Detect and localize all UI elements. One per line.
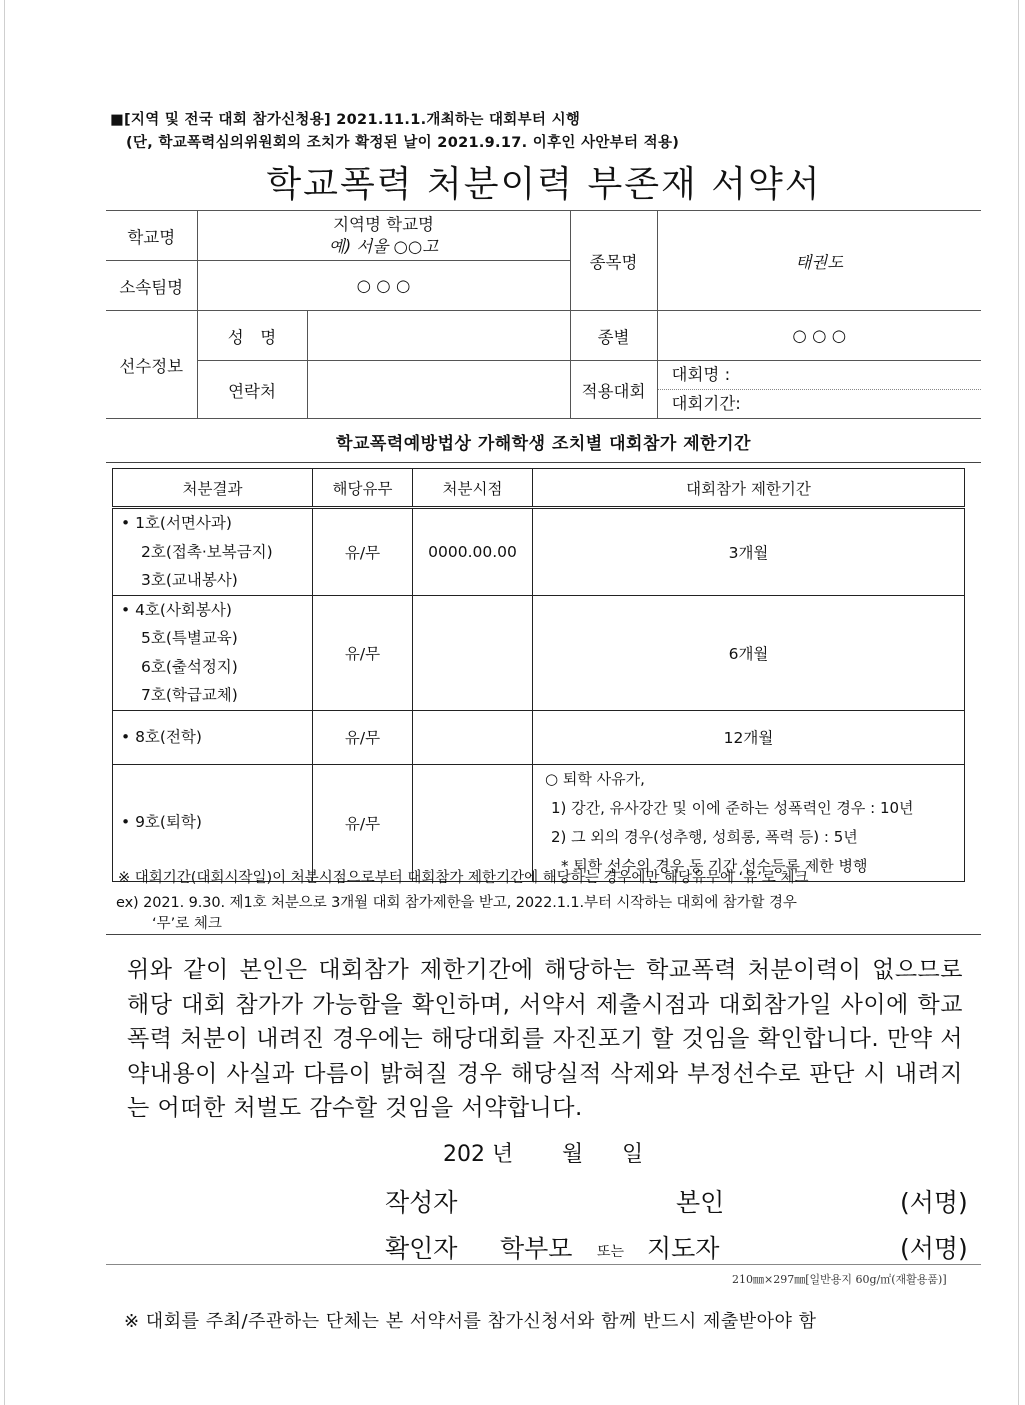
page-edge-left <box>4 0 5 1405</box>
player-info-table <box>106 210 981 419</box>
disposition-date[interactable] <box>413 595 533 710</box>
restriction-period: 12개월 <box>533 710 965 764</box>
date-month[interactable]: 월 <box>562 1142 584 1167</box>
name-label: 성 명 <box>197 311 307 361</box>
coach-label: 지도자 <box>647 1234 720 1263</box>
notice-line-2: (단, 학교폭력심의위원회의 조치가 확정된 날이 2021.9.17. 이후인 사안부터 적용) <box>126 135 680 151</box>
team-value[interactable]: ○ ○ ○ <box>197 261 570 311</box>
disposition-table <box>112 468 965 882</box>
disposition-item: • 4호(사회봉사) <box>121 600 232 619</box>
check-note: ※ 대회기간(대회시작일)이 처분시점으로부터 대회참가 제한기간에 해당하는 경우에만 해당유무에 ‘유’로 체크 <box>118 870 809 886</box>
disposition-date[interactable] <box>413 764 533 881</box>
disposition-items <box>113 764 313 881</box>
disposition-item: • 8호(전학) <box>121 727 202 746</box>
or-label: 또는 <box>597 1244 625 1260</box>
date-day[interactable]: 일 <box>622 1142 644 1167</box>
applicable-check[interactable]: 유/무 <box>313 508 413 596</box>
restriction-subtitle: 학교폭력예방법상 가해학생 조치별 대회참가 제한기간 <box>336 434 751 454</box>
example-note-line1: ex) 2021. 9.30. 제1호 처분으로 3개월 대회 참가제한을 받고, 2022.1.1.부터 시작하는 대회에 참가할 경우 <box>116 895 797 911</box>
school-hint: 지역명 학교명 <box>333 214 434 234</box>
confirmer-signature[interactable]: (서명) <box>900 1234 968 1263</box>
disposition-item: 3호(교내봉사) <box>141 571 238 589</box>
competition-period-field[interactable]: 대회기간: <box>671 394 741 413</box>
disposition-items <box>113 595 313 710</box>
category-value[interactable]: ○ ○ ○ <box>657 311 981 361</box>
name-field[interactable] <box>307 311 570 361</box>
applicable-check[interactable]: 유/무 <box>313 710 413 764</box>
parent-label: 학부모 <box>500 1234 573 1263</box>
disposition-item: • 9호(퇴학) <box>121 813 202 832</box>
expulsion-line: 1) 강간, 유사강간 및 이에 준하는 성폭력인 경우 : 10년 <box>551 798 914 817</box>
table-row <box>113 508 965 596</box>
disposition-item: 7호(학급교체) <box>141 686 238 704</box>
document-title: 학교폭력 처분이력 부존재 서약서 <box>266 164 822 205</box>
applicable-check[interactable]: 유/무 <box>313 595 413 710</box>
applicable-check[interactable]: 유/무 <box>313 764 413 881</box>
competition-name-field[interactable]: 대회명 : <box>658 361 982 390</box>
subtitle-divider <box>106 462 981 463</box>
team-label: 소속팀명 <box>106 261 197 311</box>
table-row <box>113 595 965 710</box>
contact-field[interactable] <box>307 361 570 419</box>
disposition-item: 6호(출석정지) <box>141 657 238 676</box>
expulsion-line: 2) 그 외의 경우(성추행, 성희롱, 폭력 등) : 5년 <box>551 827 858 846</box>
pledge-text: 위와 같이 본인은 대회참가 제한기간에 해당하는 학교폭력 처분이력이 없으므로 해당 대회 참가가 가능함을 확인하며, 서약서 제출시점과 대회참가일 사이에 학교폭력 처분이 내려진 경우에는 해당대회를 자진포기 할 것임을 확인합니다. 만약 서약내용이 사실과 다름이 밝혀질 경우 해당실적 삭제와 부정선수로 판단 시 내려지는 어떠한 처벌도 감수할 것임을 서약합니다. <box>127 957 963 1121</box>
event-value[interactable]: 태권도 <box>657 211 981 311</box>
column-header: 처분시점 <box>413 469 533 508</box>
writer-label: 작성자 <box>385 1188 458 1217</box>
expulsion-line: ○ 퇴학 사유가, <box>545 769 645 788</box>
restriction-period: 3개월 <box>533 508 965 596</box>
date-year[interactable]: 202 년 <box>443 1142 514 1167</box>
confirmer-label: 확인자 <box>385 1234 458 1263</box>
expulsion-line: * 퇴학 선수의 경우 동 기간 선수등록 제한 병행 <box>561 856 868 875</box>
disposition-items <box>113 710 313 764</box>
disposition-items <box>113 508 313 596</box>
table-header-row <box>113 469 965 508</box>
footer-divider <box>106 1264 981 1265</box>
table-row <box>113 764 965 881</box>
writer-signature[interactable]: (서명) <box>900 1188 968 1217</box>
disposition-date[interactable] <box>413 710 533 764</box>
expulsion-period-detail <box>533 764 965 881</box>
submission-footnote: ※ 대회를 주최/주관하는 단체는 본 서약서를 참가신청서와 함께 반드시 제출받아야 함 <box>124 1311 817 1332</box>
contact-label: 연락처 <box>197 361 307 419</box>
applied-competition-label: 적용대회 <box>570 361 657 419</box>
event-label: 종목명 <box>570 211 657 311</box>
page-edge-right <box>1018 0 1019 1405</box>
disposition-item: 5호(특별교육) <box>141 629 238 647</box>
column-header: 대회참가 제한기간 <box>533 469 965 508</box>
player-info-label: 선수정보 <box>106 311 197 419</box>
notes-divider <box>106 934 981 935</box>
notice-line-1: ■[지역 및 전국 대회 참가신청용] 2021.11.1.개최하는 대회부터 시행 <box>110 112 581 128</box>
example-note-line2: ‘무’로 체크 <box>152 916 222 932</box>
school-example: 예) 서울 ○○고 <box>328 236 439 256</box>
paper-spec: 210㎜×297㎜[일반용지 60g/㎡(재활용품)] <box>732 1273 947 1286</box>
writer-value: 본인 <box>676 1188 725 1217</box>
disposition-item: 2호(접촉·보복금지) <box>141 542 273 561</box>
restriction-period: 6개월 <box>533 595 965 710</box>
table-row <box>113 710 965 764</box>
column-header: 해당유무 <box>313 469 413 508</box>
column-header: 처분결과 <box>113 469 313 508</box>
school-cell[interactable] <box>197 211 570 261</box>
school-label: 학교명 <box>106 211 197 261</box>
disposition-date[interactable]: 0000.00.00 <box>413 508 533 596</box>
disposition-item: • 1호(서면사과) <box>121 514 232 532</box>
competition-info-cell <box>657 361 981 419</box>
category-label: 종별 <box>570 311 657 361</box>
